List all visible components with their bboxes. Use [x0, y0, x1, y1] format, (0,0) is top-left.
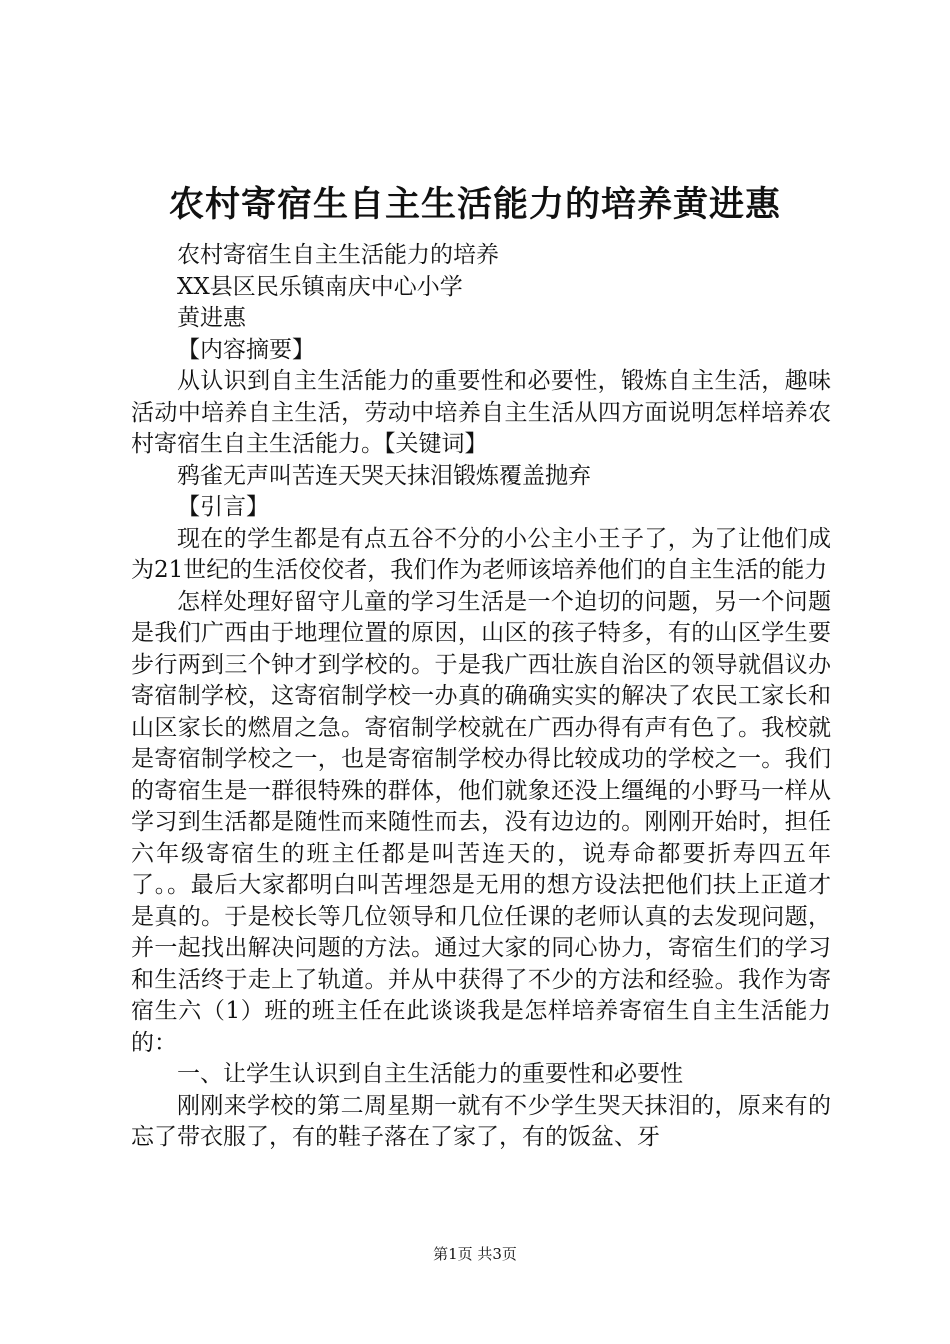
section-heading: 【内容摘要】 — [177, 336, 315, 363]
body-paragraph: 农村寄宿生自主生活能力的培养 — [177, 242, 499, 268]
document-title: 农村寄宿生自主生活能力的培养黄进惠 — [168, 184, 781, 225]
body-paragraph: 现在的学生都是有点五谷不分的小公主小王子了，为了让他们成为21世纪的生活佼佼者，我们作为老师该培养他们的自主生活的能力 — [131, 525, 831, 583]
body-paragraph: 鸦雀无声叫苦连天哭天抹泪锻炼覆盖抛弃 — [177, 462, 591, 489]
document-body — [131, 240, 831, 1154]
body-paragraph: 黄进惠 — [177, 305, 246, 331]
body-paragraph: 从认识到自主生活能力的重要性和必要性，锻炼自主生活，趣味活动中培养自主生活，劳动中培养自主生活从四方面说明怎样培养农村寄宿生自主生活能力。【关键词】 — [131, 368, 831, 457]
body-paragraph: 怎样处理好留守儿童的学习生活是一个迫切的问题，另一个问题是我们广西由于地理位置的原因，山区的孩子特多，有的山区学生要步行两到三个钟才到学校的。于是我广西壮族自治区的领导就倡议办寄宿制学校，这寄宿制学校一办真的确确实实的解决了农民工家长和山区家长的燃眉之急。寄宿制学校就在广西办得有声有色了。我校就是寄宿制学校之一，也是寄宿制学校办得比较成功的学校之一。我们的寄宿生是一群很特殊的群体，他们就象还没上缰绳的小野马一样从学习到生活都是随性而来随性而去，没有边边的。刚刚开始时，担任六年级寄宿生的班主任都是叫苦连天的，说寿命都要折寿四五年了。。最后大家都明白叫苦埋怨是无用的想方设法把他们扶上正道才是真的。于是校长等几位领导和几位任课的老师认真的去发现问题，并一起找出解决问题的方法。通过大家的同心协力，寄宿生们的学习和生活终于走上了轨道。并从中获得了不少的方法和经验。我作为寄宿生六（1）班的班主任在此谈谈我是怎样培养寄宿生自主生活能力的： — [131, 588, 831, 1056]
section-heading: 一、让学生认识到自主生活能力的重要性和必要性 — [177, 1061, 683, 1087]
page-footer: 第1页 共3页 — [433, 1245, 517, 1263]
body-paragraph: 刚刚来学校的第二周星期一就有不少学生哭天抹泪的，原来有的忘了带衣服了，有的鞋子落在了家了，有的饭盆、牙 — [131, 1092, 831, 1150]
body-paragraph: XX县区民乐镇南庆中心小学 — [177, 273, 463, 300]
section-heading: 【引言】 — [177, 494, 269, 520]
